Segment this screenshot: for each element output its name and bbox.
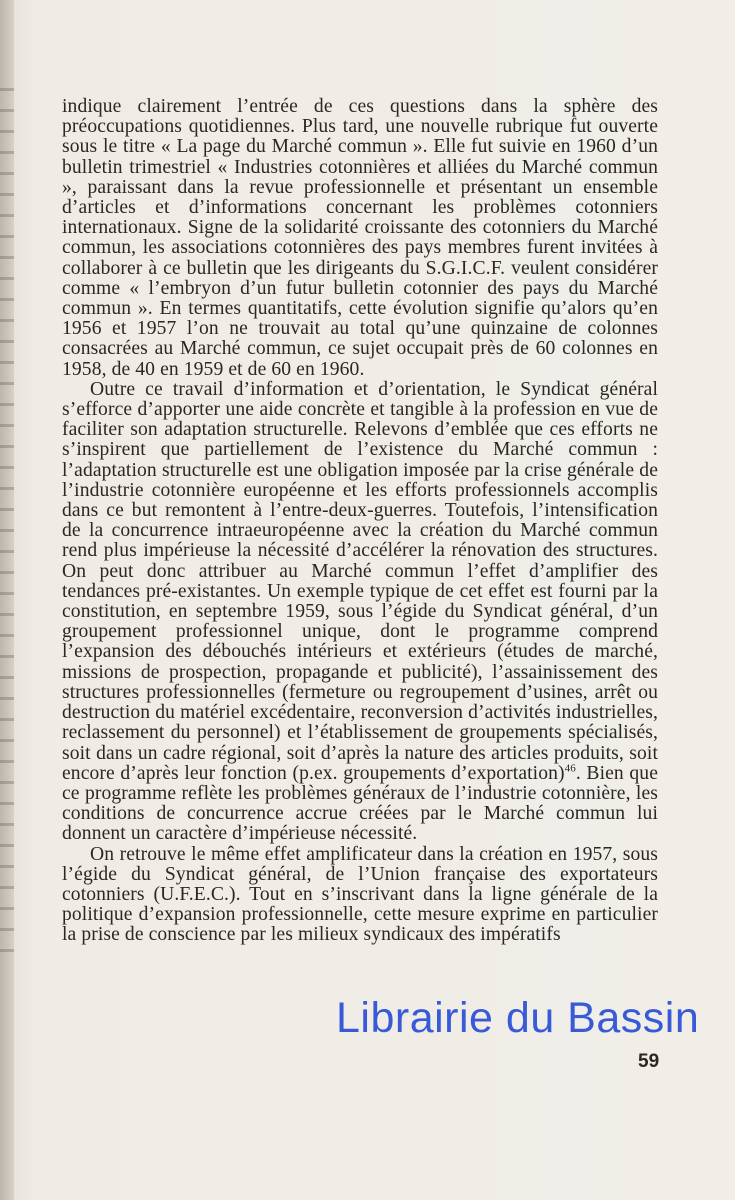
bleed-through-marks (0, 70, 14, 970)
paragraph-2-text-continued: . Bien que ce programme reflète les problèmes généraux de l’industrie cotonnière, les conditions de concurrence accrue créées par le Marché commun lui donnent un caractère d’impérieuse nécessité. (62, 762, 659, 845)
body-text (62, 97, 658, 946)
page-number: 59 (638, 1051, 660, 1072)
paragraph-1 (62, 97, 658, 380)
page-gutter (0, 0, 14, 1200)
paragraph-2 (62, 380, 658, 845)
watermark: Librairie du Bassin (336, 994, 700, 1042)
paragraph-1-text: indique clairement l’entrée de ces questions dans la sphère des préoccupations quotidiennes. Plus tard, une nouvelle rubrique fut ouverte sous le titre « La page du Marché commun ». Elle fut suivie en 1960 d’un bulletin trimestriel « Industries cotonnières et alliées du Marché commun », paraissant dans la revue professionnelle et présentant un ensemble d’articles et d’informations concernant les problèmes cotonniers internationaux. Signe de la solidarité croissante des cotonniers du Marché commun, les associations cotonnières des pays membres furent invitées à collaborer à ce bulletin que les dirigeants du S.G.I.C.F. veulent considérer comme « l’embryon d’un futur bulletin cotonnier des pays du Marché commun ». En termes quantitatifs, cette évolution signifie qu’alors qu’en 1956 et 1957 l’on ne trouvait au total qu’une quinzaine de colonnes consacrées au Marché commun, ce sujet occupait près de 60 colonnes en 1958, de 40 en 1959 et de 60 en 1960. (62, 96, 658, 380)
paragraph-3-text: On retrouve le même effet amplificateur dans la création en 1957, sous l’égide du Syndicat général, de l’Union française des exportateurs cotonniers (U.F.E.C.). Tout en s’inscrivant dans la ligne générale de la politique d’expansion professionnelle, cette mesure exprime en particulier la prise de conscience par les milieux syndicaux des impératifs (62, 843, 658, 946)
paragraph-3 (62, 845, 658, 946)
paragraph-2-text: Outre ce travail d’information et d’orientation, le Syndicat général s’efforce d’apporter une aide concrète et tangible à la profession en vue de faciliter son adaptation structurelle. Relevons d’emblée que ces efforts ne s’inspirent que partiellement de l’existence du Marché commun : l’adaptation structurelle est une obligation imposée par la crise générale de l’industrie cotonnière européenne et les efforts professionnels accomplis dans ce but remontent à l’entre-deux-guerres. Toutefois, l’intensification de la concurrence intraeuropéenne avec la création du Marché commun rend plus impérieuse la nécessité d’accélérer la rénovation des structures. On peut donc attribuer au Marché commun l’effet d’amplifier des tendances pré-existantes. Un exemple typique de cet effet est fourni par la constitution, en septembre 1959, sous l’égide du Syndicat général, d’un groupement professionnel unique, dont le programme comprend l’expansion des débouchés intérieurs et extérieurs (études de marché, missions de prospection, propagande et publicité), l’assainissement des structures professionnelles (fermeture ou regroupement d’usines, arrêt ou destruction du matériel excédentaire, reconversion d’activités industrielles, reclassement du personnel) et l’établissement de groupements spécialisés, soit dans un cadre régional, soit d’après la nature des articles produits, soit encore d’après leur fonction (p.ex. groupements d’exportation) (62, 378, 658, 784)
footnote-marker: 46 (564, 762, 576, 775)
